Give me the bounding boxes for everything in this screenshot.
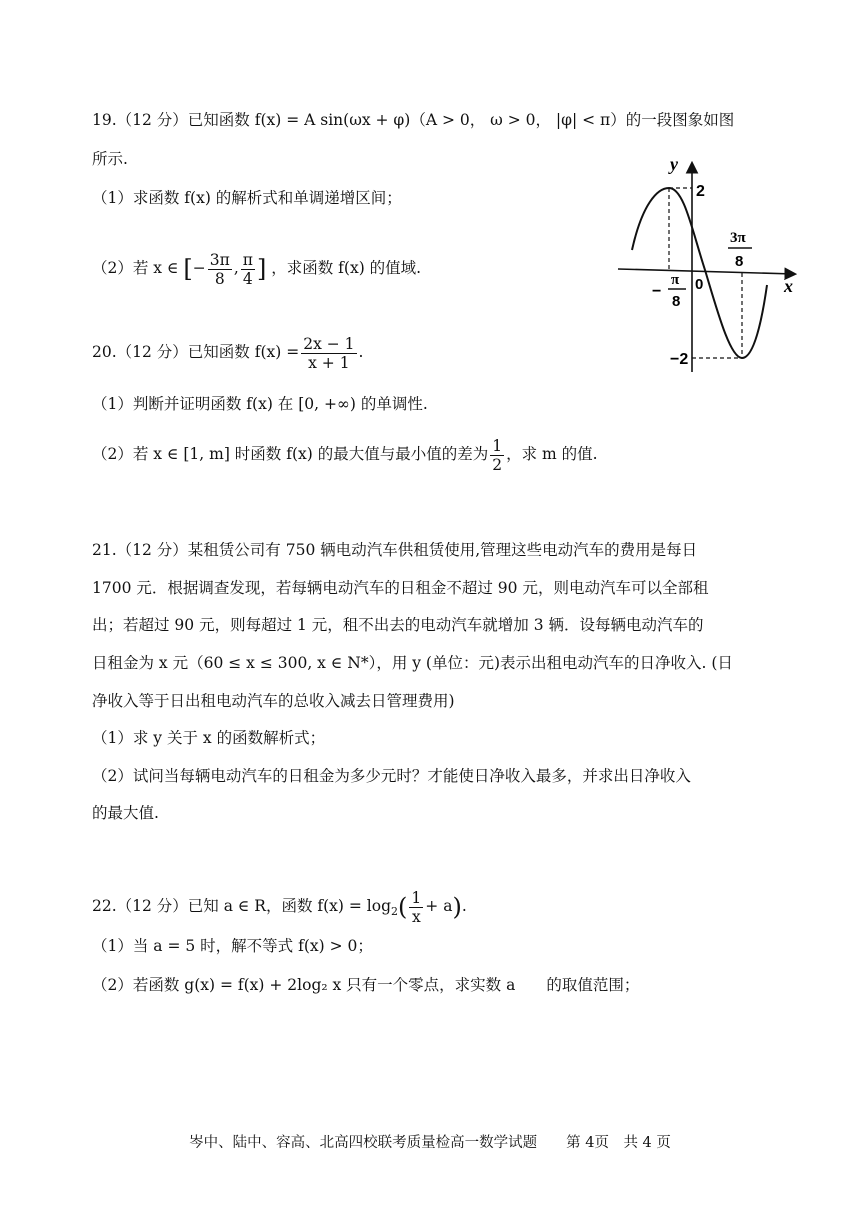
left-tick-sign: − <box>652 283 662 300</box>
min-value-label: −2 <box>670 351 689 368</box>
q21-line4: 日租金为 x 元（60 ≤ x ≤ 300, x ∈ N*），用 y (单位：元)表示出租电动汽车的日净收入. (日 <box>92 654 733 672</box>
q19-frac2-num: π <box>242 250 253 269</box>
q21-part2b: 的最大值. <box>92 804 159 822</box>
q21-line2: 1700 元．根据调查发现，若每辆电动汽车的日租金不超过 90 元，则电动汽车可以全部租 <box>92 579 709 597</box>
q20-frac-den: x + 1 <box>308 353 350 372</box>
right-tick-den: 8 <box>735 253 744 270</box>
q20-line1: 20.（12 分）已知函数 f(x) = $\frac{2x - 1}{x + 1}$ . <box>92 334 364 372</box>
q22-part1: （1）当 a = 5 时，解不等式 f(x) > 0； <box>92 937 373 955</box>
q19-part2-prefix: （2）若 x ∈ <box>92 259 179 277</box>
q21-part2a: （2）试问当每辆电动汽车的日租金为多少元时？才能使日净收入最多，并求出日净收入 <box>92 767 691 785</box>
sine-graph-figure <box>612 150 802 380</box>
q19-frac1-num: 3π <box>209 250 230 269</box>
q19-frac1-den: 8 <box>214 269 225 288</box>
q22-prefix: 22.（12 分）已知 a ∈ R，函数 f(x) = log <box>92 897 392 915</box>
q20-part1: （1）判断并证明函数 f(x) 在 [0, +∞) 的单调性. <box>92 395 428 413</box>
y-axis-label: y <box>670 154 678 174</box>
q19-part2: （2）若 x ∈ [− $\frac{3\pi}{8}$ , $\frac{\pi}{4}$ ] ，求函数 f(x) 的值域. <box>92 250 422 288</box>
q19-part2-suffix: ，求函数 f(x) 的值域. <box>271 259 422 277</box>
q21-part1: （1）求 y 关于 x 的函数解析式； <box>92 729 326 747</box>
q20-frac-num: 2x − 1 <box>303 334 355 353</box>
q19-part1: （1）求函数 f(x) 的解析式和单调递增区间； <box>92 189 402 207</box>
q20-part2 <box>92 432 598 476</box>
q19-line1: 19.（12 分）已知函数 f(x) = A sin(ωx + φ)（A > 0， ω > 0， |φ| < π）的一段图象如图 <box>92 111 735 129</box>
q21-line1: 21.（12 分）某租赁公司有 750 辆电动汽车供租赁使用,管理这些电动汽车的费用是每日 <box>92 541 698 559</box>
q22-part2: （2）若函数 g(x) = f(x) + 2log₂ x 只有一个零点，求实数 a 的取值范围； <box>92 976 640 994</box>
q21-line5: 净收入等于日出租电动汽车的总收入减去日管理费用) <box>92 692 455 710</box>
q20-part2-suffix: ，求 m 的值. <box>506 445 598 463</box>
q22-plus-a: + a <box>425 897 453 915</box>
left-tick-den: 8 <box>672 293 681 310</box>
max-value-label: 2 <box>696 183 705 200</box>
left-tick-num: π <box>671 272 680 288</box>
q19-frac2-den: 4 <box>242 269 253 288</box>
q22-frac-den: x <box>411 907 421 926</box>
q22-line1: 22.（12 分）已知 a ∈ R，函数 $f(x) = \log_2$( $\frac{1}{x}$ + a). <box>92 888 467 926</box>
q22-log-base: 2 <box>391 905 399 919</box>
x-axis-label: x <box>784 276 793 296</box>
origin-label: 0 <box>695 276 704 293</box>
q20-part2-frac-num: 1 <box>492 436 503 455</box>
q20-prefix: 20.（12 分）已知函数 f(x) = <box>92 343 300 361</box>
q20-part2-frac-den: 2 <box>492 455 503 474</box>
right-tick-num: 3π <box>730 230 746 246</box>
q19-line2: 所示. <box>92 150 128 168</box>
q20-part2-prefix: （2）若 x ∈ [1, m] 时函数 f(x) 的最大值与最小值的差为 <box>92 445 489 463</box>
page-footer: 岑中、陆中、容高、北高四校联考质量检高一数学试题 第 4页 共 4 页 <box>189 1135 671 1151</box>
q21-line3: 出；若超过 90 元，则每超过 1 元，租不出去的电动汽车就增加 3 辆．设每辆电动汽车的 <box>92 616 704 634</box>
q22-frac-num: 1 <box>411 888 422 907</box>
